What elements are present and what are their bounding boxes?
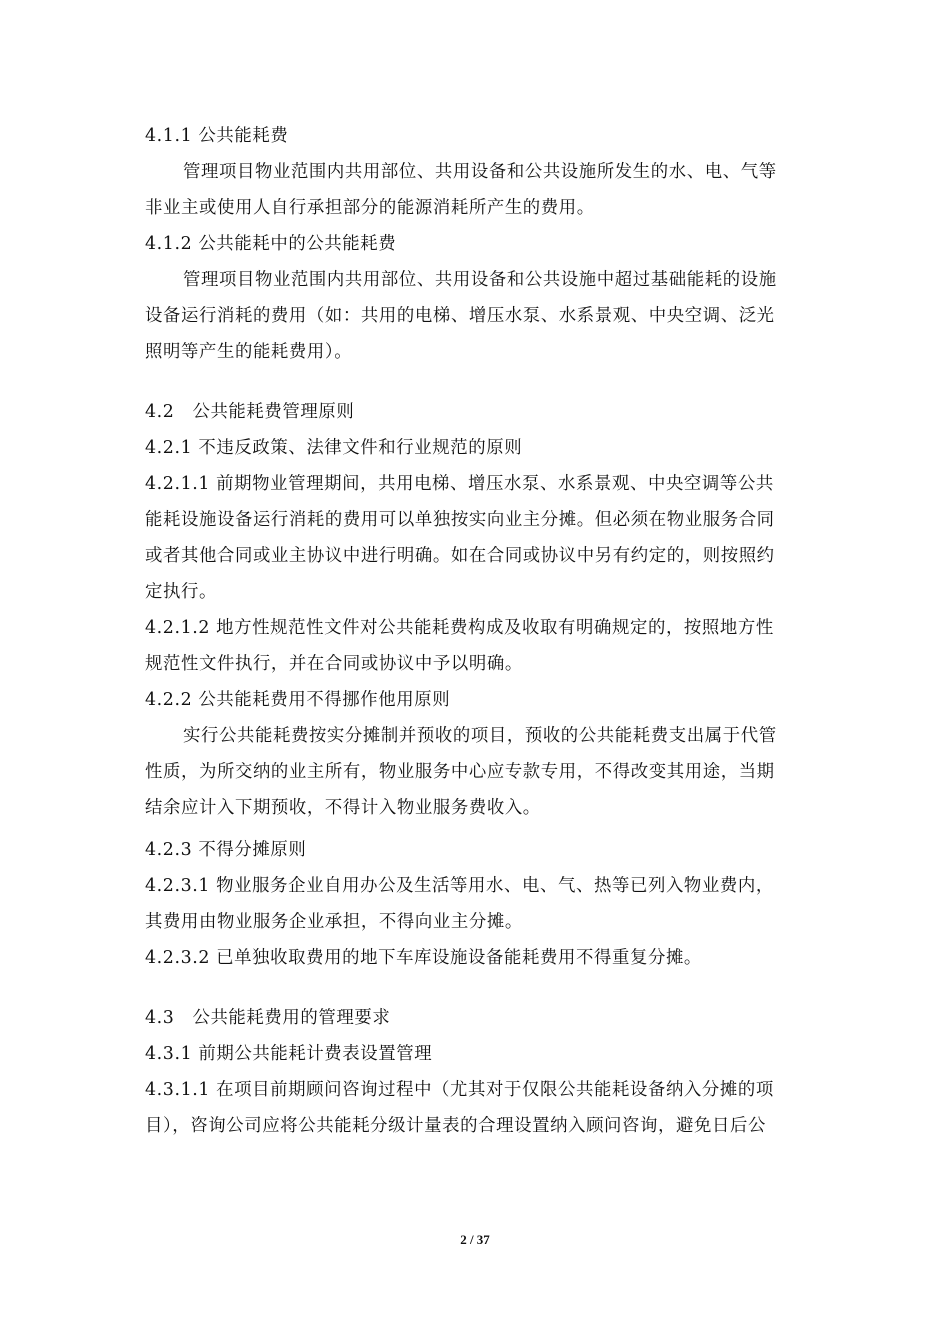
section-heading-4-2-2: 4.2.2 公共能耗费用不得挪作他用原则: [145, 690, 451, 710]
paragraph-line: 管理项目物业范围内共用部位、共用设备和公共设施中超过基础能耗的设施: [183, 270, 777, 290]
section-spacer: [145, 370, 810, 394]
paragraph-line: 4.2.3.1 物业服务企业自用办公及生活等用水、电、气、热等已列入物业费内，: [145, 876, 774, 896]
section-heading-4-2: 4.2 公共能耗费管理原则: [145, 402, 355, 422]
section-heading-4-3: 4.3 公共能耗费用的管理要求: [145, 1008, 391, 1028]
section-heading-4-3-1: 4.3.1 前期公共能耗计费表设置管理: [145, 1044, 433, 1064]
paragraph-line: 4.2.3.2 已单独收取费用的地下车库设施设备能耗费用不得重复分摊。: [145, 948, 702, 968]
section-heading-4-2-3: 4.2.3 不得分摊原则: [145, 840, 307, 860]
paragraph-line: 能耗设施设备运行消耗的费用可以单独按实向业主分摊。但必须在物业服务合同: [145, 510, 775, 530]
paragraph-line: 4.3.1.1 在项目前期顾问咨询过程中（尤其对于仅限公共能耗设备纳入分摊的项: [145, 1080, 774, 1100]
section-heading-4-2-1: 4.2.1 不违反政策、法律文件和行业规范的原则: [145, 438, 523, 458]
paragraph-line: 非业主或使用人自行承担部分的能源消耗所产生的费用。: [145, 198, 595, 218]
paragraph-line: 结余应计入下期预收，不得计入物业服务费收入。: [145, 798, 541, 818]
document-body: [145, 118, 810, 1144]
paragraph-line: 设备运行消耗的费用（如：共用的电梯、增压水泵、水系景观、中央空调、泛光: [145, 306, 775, 326]
section-heading-4-1-2: 4.1.2 公共能耗中的公共能耗费: [145, 234, 397, 254]
paragraph-line: 规范性文件执行，并在合同或协议中予以明确。: [145, 654, 523, 674]
paragraph-line: 实行公共能耗费按实分摊制并预收的项目，预收的公共能耗费支出属于代管: [183, 726, 777, 746]
paragraph-line: 4.2.1.2 地方性规范性文件对公共能耗费构成及收取有明确规定的，按照地方性: [145, 618, 774, 638]
page-number: 2 / 37: [460, 1232, 490, 1247]
paragraph-line: 4.2.1.1 前期物业管理期间，共用电梯、增压水泵、水系景观、中央空调等公共: [145, 474, 774, 494]
section-spacer: [145, 976, 810, 1000]
paragraph-line: 目），咨询公司应将公共能耗分级计量表的合理设置纳入顾问咨询，避免日后公: [145, 1116, 766, 1136]
paragraph-line: 照明等产生的能耗费用）。: [145, 342, 353, 362]
paragraph-line: 性质，为所交纳的业主所有，物业服务中心应专款专用，不得改变其用途，当期: [145, 762, 775, 782]
paragraph-line: 定执行。: [145, 582, 217, 602]
paragraph-line: 或者其他合同或业主协议中进行明确。如在合同或协议中另有约定的，则按照约: [145, 546, 775, 566]
section-heading-4-1-1: 4.1.1 公共能耗费: [145, 126, 289, 146]
paragraph-line: 管理项目物业范围内共用部位、共用设备和公共设施所发生的水、电、气等: [183, 162, 777, 182]
paragraph-line: 其费用由物业服务企业承担，不得向业主分摊。: [145, 912, 523, 932]
